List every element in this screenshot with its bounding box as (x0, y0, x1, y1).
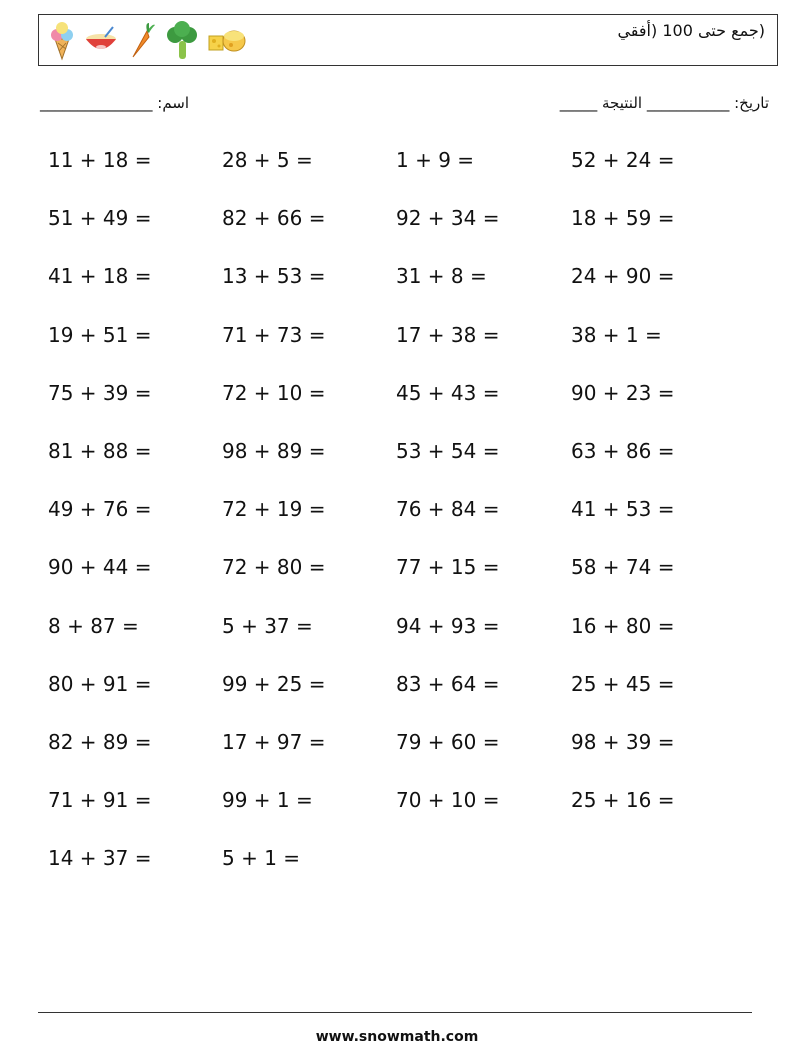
problem-item: 80 + 91 = (48, 672, 152, 696)
cheese-icon (207, 26, 247, 56)
footer-url: www.snowmath.com (315, 1029, 479, 1045)
problem-item: 92 + 34 = (396, 206, 500, 230)
problem-item: 49 + 76 = (48, 497, 152, 521)
problem-item: 31 + 8 = (396, 264, 487, 288)
problem-item: 17 + 97 = (222, 730, 326, 754)
carrot-icon (127, 21, 157, 61)
problem-item: 81 + 88 = (48, 439, 152, 463)
problem-item: 70 + 10 = (396, 788, 500, 812)
problem-item: 5 + 1 = (222, 846, 301, 870)
broccoli-icon (165, 21, 199, 61)
problem-item: 24 + 90 = (571, 264, 675, 288)
problem-item: 18 + 59 = (571, 206, 675, 230)
problem-item: 77 + 15 = (396, 555, 500, 579)
problem-item: 90 + 44 = (48, 555, 152, 579)
problem-item: 8 + 87 = (48, 614, 139, 638)
problem-item: 25 + 16 = (571, 788, 675, 812)
problem-item: 79 + 60 = (396, 730, 500, 754)
problem-item: 72 + 10 = (222, 381, 326, 405)
problem-item: 41 + 18 = (48, 264, 152, 288)
worksheet-title: (جمع حتى 100 (أفقي (617, 21, 765, 40)
problem-item: 51 + 49 = (48, 206, 152, 230)
problem-item: 72 + 19 = (222, 497, 326, 521)
problem-item: 13 + 53 = (222, 264, 326, 288)
problem-item: 94 + 93 = (396, 614, 500, 638)
problem-item: 63 + 86 = (571, 439, 675, 463)
date-score-field: تاريخ: ___________ النتيجة _____ (559, 94, 769, 112)
problem-item: 72 + 80 = (222, 555, 326, 579)
problem-item: 76 + 84 = (396, 497, 500, 521)
problem-item: 53 + 54 = (396, 439, 500, 463)
problem-item: 28 + 5 = (222, 148, 313, 172)
problem-item: 17 + 38 = (396, 323, 500, 347)
problem-item: 83 + 64 = (396, 672, 500, 696)
footer-divider (38, 1012, 752, 1013)
problem-item: 71 + 91 = (48, 788, 152, 812)
problem-item: 99 + 1 = (222, 788, 313, 812)
problem-item: 38 + 1 = (571, 323, 662, 347)
problem-item: 41 + 53 = (571, 497, 675, 521)
problem-item: 58 + 74 = (571, 555, 675, 579)
rice-bowl-icon (83, 25, 119, 57)
problem-item: 98 + 89 = (222, 439, 326, 463)
problem-item: 11 + 18 = (48, 148, 152, 172)
name-field: اسم: _______________ (40, 94, 190, 112)
problem-item: 1 + 9 = (396, 148, 475, 172)
problem-item: 98 + 39 = (571, 730, 675, 754)
problem-item: 45 + 43 = (396, 381, 500, 405)
problem-item: 5 + 37 = (222, 614, 313, 638)
problem-item: 82 + 89 = (48, 730, 152, 754)
problem-item: 52 + 24 = (571, 148, 675, 172)
problem-item: 75 + 39 = (48, 381, 152, 405)
food-icons (49, 20, 247, 62)
problem-item: 82 + 66 = (222, 206, 326, 230)
problem-item: 71 + 73 = (222, 323, 326, 347)
problem-item: 14 + 37 = (48, 846, 152, 870)
problem-item: 25 + 45 = (571, 672, 675, 696)
problem-item: 19 + 51 = (48, 323, 152, 347)
problem-item: 16 + 80 = (571, 614, 675, 638)
problem-item: 90 + 23 = (571, 381, 675, 405)
ice-cream-icon (49, 21, 75, 61)
problem-item: 99 + 25 = (222, 672, 326, 696)
worksheet-header (38, 14, 778, 66)
